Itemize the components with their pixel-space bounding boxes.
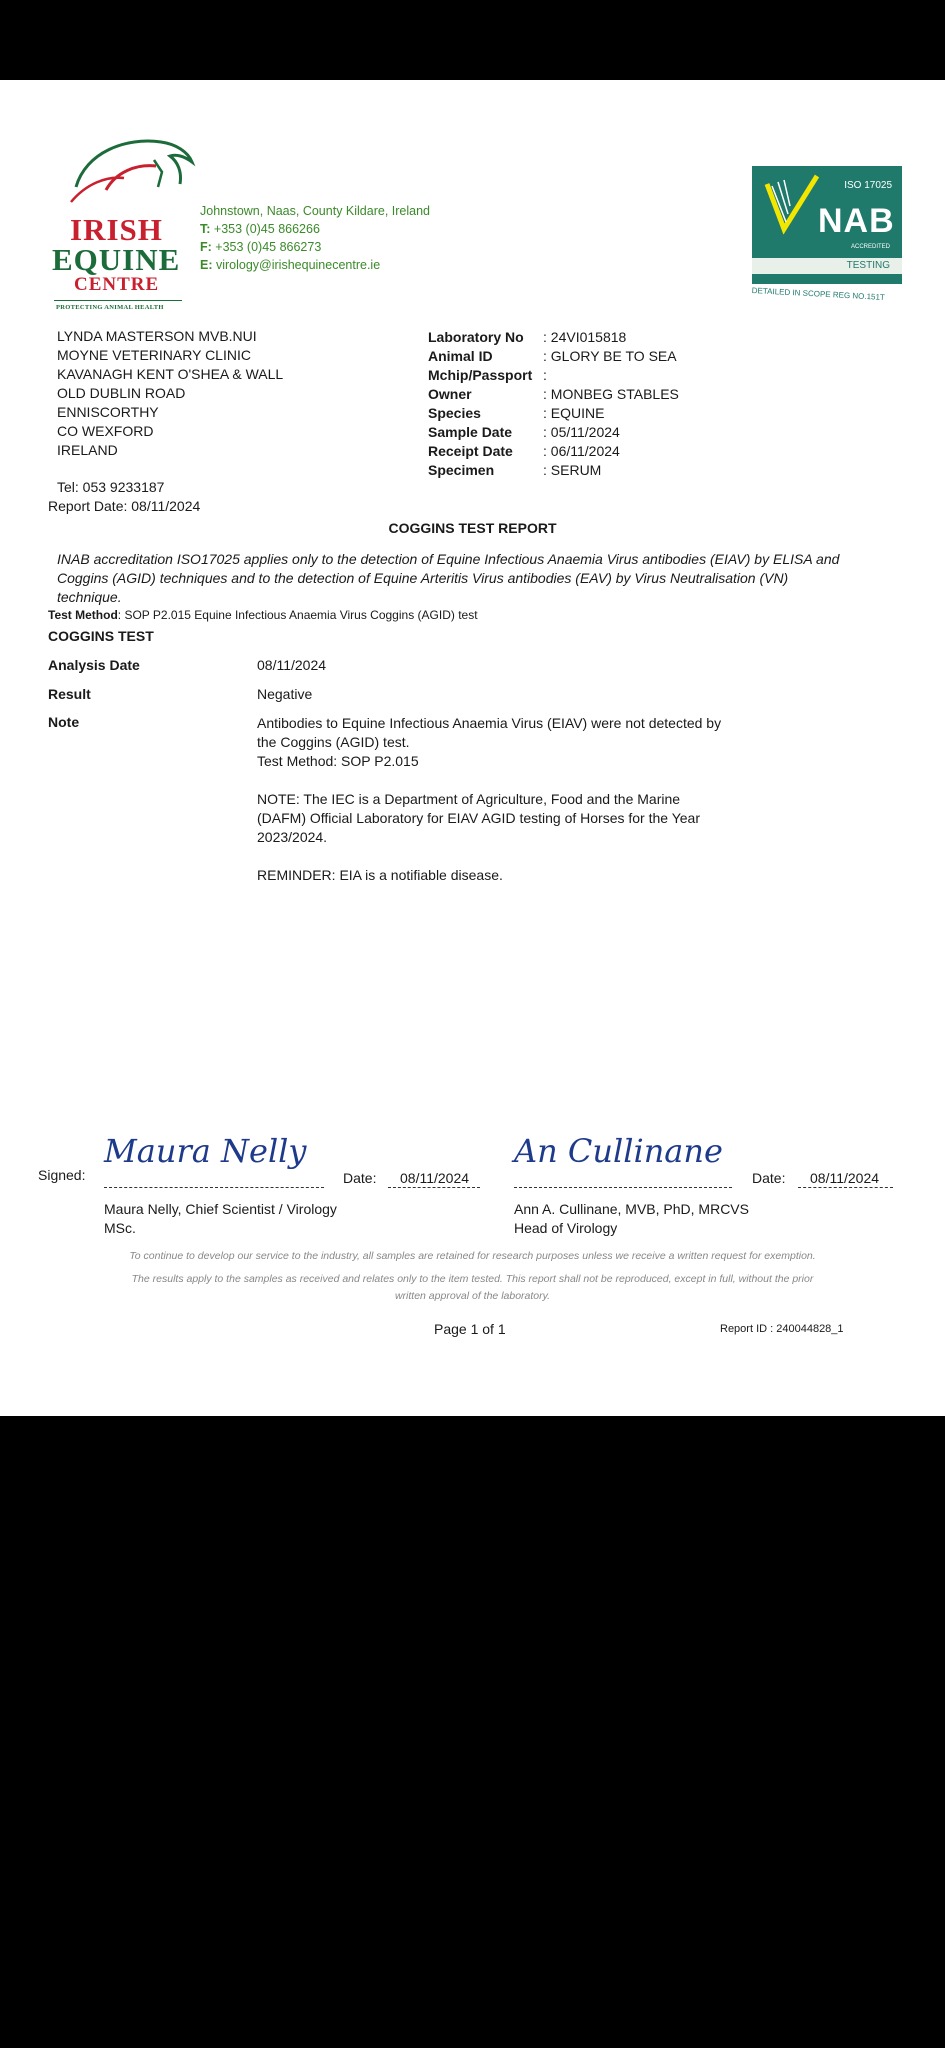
disclaimer-line: To continue to develop our service to the industry, all samples are retained for research purposes unless we receive a written request for exemption. [129,1250,816,1262]
note-line: Antibodies to Equine Infectious Anaemia Virus (EIAV) were not detected by [257,715,722,731]
note-text [257,714,817,885]
contact-email: virology@irishequinecentre.ie [215,258,381,272]
lab-info-row [428,423,679,442]
lab-info-row [428,328,679,347]
lab-info-label: Specimen [428,462,495,478]
test-method [48,608,478,622]
date-line-2 [798,1187,893,1188]
lab-info-value: : [543,367,547,383]
lab-info-value: : SERUM [543,462,602,478]
lab-info-label: Mchip/Passport [428,367,533,383]
recipient-line: ENNISCORTHY [57,404,159,420]
lab-info-label: Species [428,405,481,421]
note-line: Test Method: SOP P2.015 [257,753,419,769]
recipient-line: IRELAND [57,442,118,458]
signature-ann-cullinane: An Cullinane [514,1132,723,1170]
inab-iso: ISO 17025 [844,180,892,191]
logo-tagline: PROTECTING ANIMAL HEALTH [56,304,164,311]
sig1-name-line: Maura Nelly, Chief Scientist / Virology [104,1201,337,1217]
lab-info-value: : 24VI015818 [543,329,627,345]
footer-disclaimer [70,1248,875,1305]
lab-info-row [428,385,679,404]
sig1-name-line: MSc. [104,1220,136,1236]
lab-info-label: Laboratory No [428,329,524,345]
report-title: COGGINS TEST REPORT [388,520,557,536]
logo-text-centre: CENTRE [74,274,160,295]
lab-info-value: : 05/11/2024 [543,424,620,440]
test-method-value: : SOP P2.015 Equine Infectious Anaemia Virus Coggins (AGID) test [117,608,478,622]
lab-info-value: : MONBEG STABLES [543,386,679,402]
logo-divider [54,300,182,301]
recipient-line: KAVANAGH KENT O'SHEA & WALL [57,366,284,382]
recipient-line: OLD DUBLIN ROAD [57,385,186,401]
signature-maura-nelly: Maura Nelly [104,1132,307,1170]
date-label-1: Date: [343,1170,377,1186]
signature-line-2 [514,1187,732,1188]
date-line-1 [388,1187,480,1188]
lab-info-value: : GLORY BE TO SEA [543,348,677,364]
note-line: 2023/2024. [257,829,328,845]
lab-info-label: Sample Date [428,424,513,440]
inab-tick-icon [762,174,822,244]
accreditation-note: INAB accreditation ISO17025 applies only to the detection of Equine Infectious Anaemia Virus antibodies (EIAV) by ELISA and Coggins (AGID) techniques and to the detection of Equine Arteritis Virus antibodies (EAV) by Virus Neutralisation (VN) technique. [57,551,840,605]
contact-address: Johnstown, Naas, County Kildare, Ireland [200,204,430,218]
inab-testing: TESTING [846,260,890,271]
result-label: Result [48,686,91,702]
lab-info-row [428,404,679,423]
date-label-2: Date: [752,1170,786,1186]
section-title: COGGINS TEST [48,628,154,644]
lab-info-label: Owner [428,386,472,402]
contact-tel: +353 (0)45 866266 [213,222,320,236]
inab-scope: DETAILED IN SCOPE REG NO.151T [751,286,886,302]
logo-text-equine: EQUINE [52,242,181,277]
lab-info-label: Receipt Date [428,443,513,459]
sig2-date: 08/11/2024 [810,1170,880,1186]
lab-info-row [428,461,679,480]
recipient-line: MOYNE VETERINARY CLINIC [57,347,251,363]
analysis-date-value: 08/11/2024 [257,657,327,673]
inab-accreditation-badge [752,166,902,284]
lab-info-row [428,442,679,461]
note-label: Note [48,714,80,730]
report-date: Report Date: 08/11/2024 [48,498,201,514]
inab-accredited: ACCREDITED [850,244,890,250]
email-label: E: [200,258,213,272]
disclaimer-line: written approval of the laboratory. [394,1290,551,1302]
contact-fax: +353 (0)45 866273 [215,240,322,254]
analysis-date-label: Analysis Date [48,657,140,673]
report-id: Report ID : 240044828_1 [720,1323,844,1335]
lab-info-row [428,366,679,385]
lab-info-value: : 06/11/2024 [543,443,620,459]
report-page [0,80,945,1416]
note-line: NOTE: The IEC is a Department of Agriculture, Food and the Marine [257,791,681,807]
inab-name: NAB [818,202,895,240]
sig2-name-line: Head of Virology [514,1220,618,1236]
disclaimer-line: The results apply to the samples as received and relates only to the item tested. This report shall not be reproduced, except in full, without the prior [131,1273,814,1285]
note-line: REMINDER: EIA is a notifiable disease. [257,867,503,883]
note-line: the Coggins (AGID) test. [257,734,410,750]
recipient-line: CO WEXFORD [57,423,154,439]
fax-label: F: [200,240,212,254]
lab-info-label: Animal ID [428,348,493,364]
lab-info-row [428,347,679,366]
page-number: Page 1 of 1 [434,1321,506,1337]
logo-text-irish: IRISH [70,212,163,247]
signature-line-1 [104,1187,324,1188]
recipient-address [57,327,283,460]
sig2-name-line: Ann A. Cullinane, MVB, PhD, MRCVS [514,1201,749,1217]
tel-label: T: [200,222,211,236]
sig1-date: 08/11/2024 [400,1170,470,1186]
lab-info-value: : EQUINE [543,405,605,421]
horse-logo-icon [66,132,196,212]
recipient-line: LYNDA MASTERSON MVB.NUI [57,328,257,344]
result-value: Negative [257,686,313,702]
sig2-name [514,1200,749,1238]
sig1-name [104,1200,337,1238]
lab-info-table [428,328,679,480]
note-line: (DAFM) Official Laboratory for EIAV AGID testing of Horses for the Year [257,810,700,826]
contact-block [200,202,430,274]
recipient-tel: Tel: 053 9233187 [57,479,165,495]
test-method-label: Test Method [48,608,118,622]
signed-label: Signed: [38,1167,86,1183]
